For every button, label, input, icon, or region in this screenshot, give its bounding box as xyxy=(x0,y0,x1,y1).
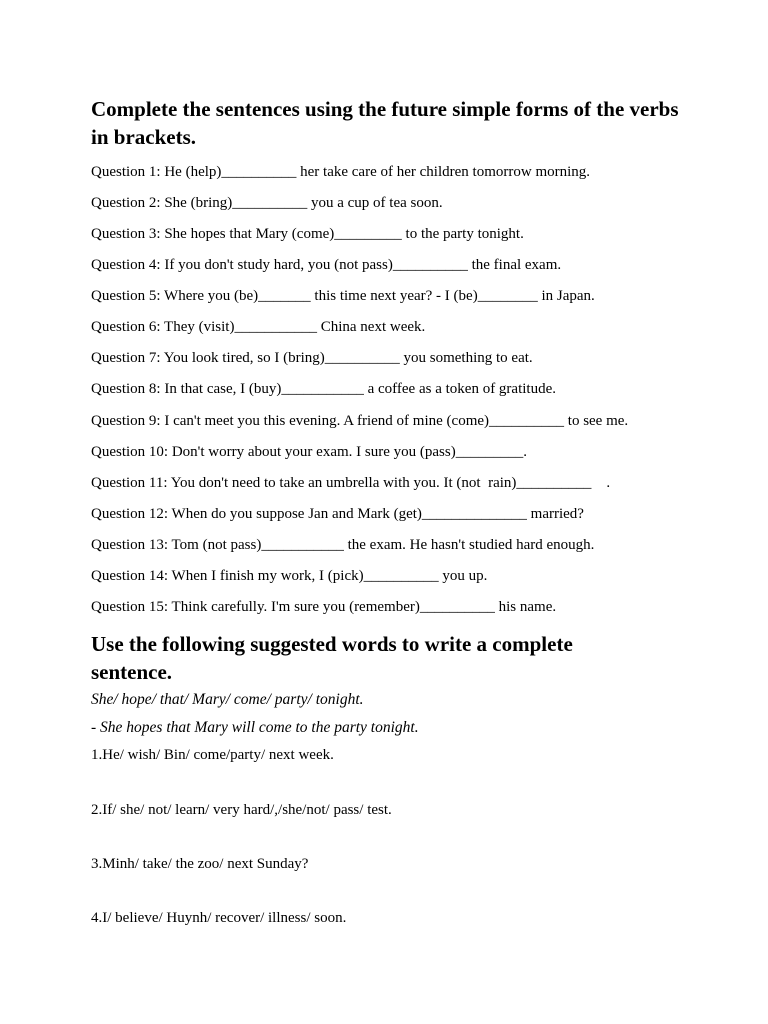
question-4: Question 4: If you don't study hard, you (not pass)__________ the final exam. xyxy=(91,257,562,273)
question-15: Question 15: Think carefully. I'm sure you (remember)__________ his name. xyxy=(91,599,557,615)
question-11: Question 11: You don't need to take an umbrella with you. It (not rain)__________ . xyxy=(91,475,611,491)
question-13: Question 13: Tom (not pass)___________ the exam. He hasn't studied hard enough. xyxy=(91,537,595,553)
example-answer: - She hopes that Mary will come to the party tonight. xyxy=(91,719,419,736)
section-2-heading: Use the following suggested words to write a complete sentence. xyxy=(91,632,573,684)
question-1: Question 1: He (help)__________ her take care of her children tomorrow morning. xyxy=(91,164,591,180)
task-1: 1.He/ wish/ Bin/ come/party/ next week. xyxy=(91,747,334,763)
example-prompt: She/ hope/ that/ Mary/ come/ party/ tonight. xyxy=(91,691,364,708)
question-6: Question 6: They (visit)___________ China next week. xyxy=(91,319,426,335)
question-5: Question 5: Where you (be)_______ this time next year? - I (be)________ in Japan. xyxy=(91,288,595,304)
question-8: Question 8: In that case, I (buy)___________ a coffee as a token of gratitude. xyxy=(91,381,556,397)
question-12: Question 12: When do you suppose Jan and Mark (get)______________ married? xyxy=(91,506,584,522)
task-4: 4.I/ believe/ Huynh/ recover/ illness/ soon. xyxy=(91,910,347,926)
task-3: 3.Minh/ take/ the zoo/ next Sunday? xyxy=(91,856,309,872)
section-1-heading: Complete the sentences using the future simple forms of the verbs in brackets. xyxy=(91,97,679,149)
question-3: Question 3: She hopes that Mary (come)_________ to the party tonight. xyxy=(91,226,524,242)
question-10: Question 10: Don't worry about your exam. I sure you (pass)_________. xyxy=(91,444,527,460)
question-2: Question 2: She (bring)__________ you a cup of tea soon. xyxy=(91,195,443,211)
task-2: 2.If/ she/ not/ learn/ very hard/,/she/not/ pass/ test. xyxy=(91,802,392,818)
question-14: Question 14: When I finish my work, I (pick)__________ you up. xyxy=(91,568,488,584)
question-9: Question 9: I can't meet you this evening. A friend of mine (come)__________ to see me. xyxy=(91,413,629,429)
question-7: Question 7: You look tired, so I (bring)__________ you something to eat. xyxy=(91,350,533,366)
